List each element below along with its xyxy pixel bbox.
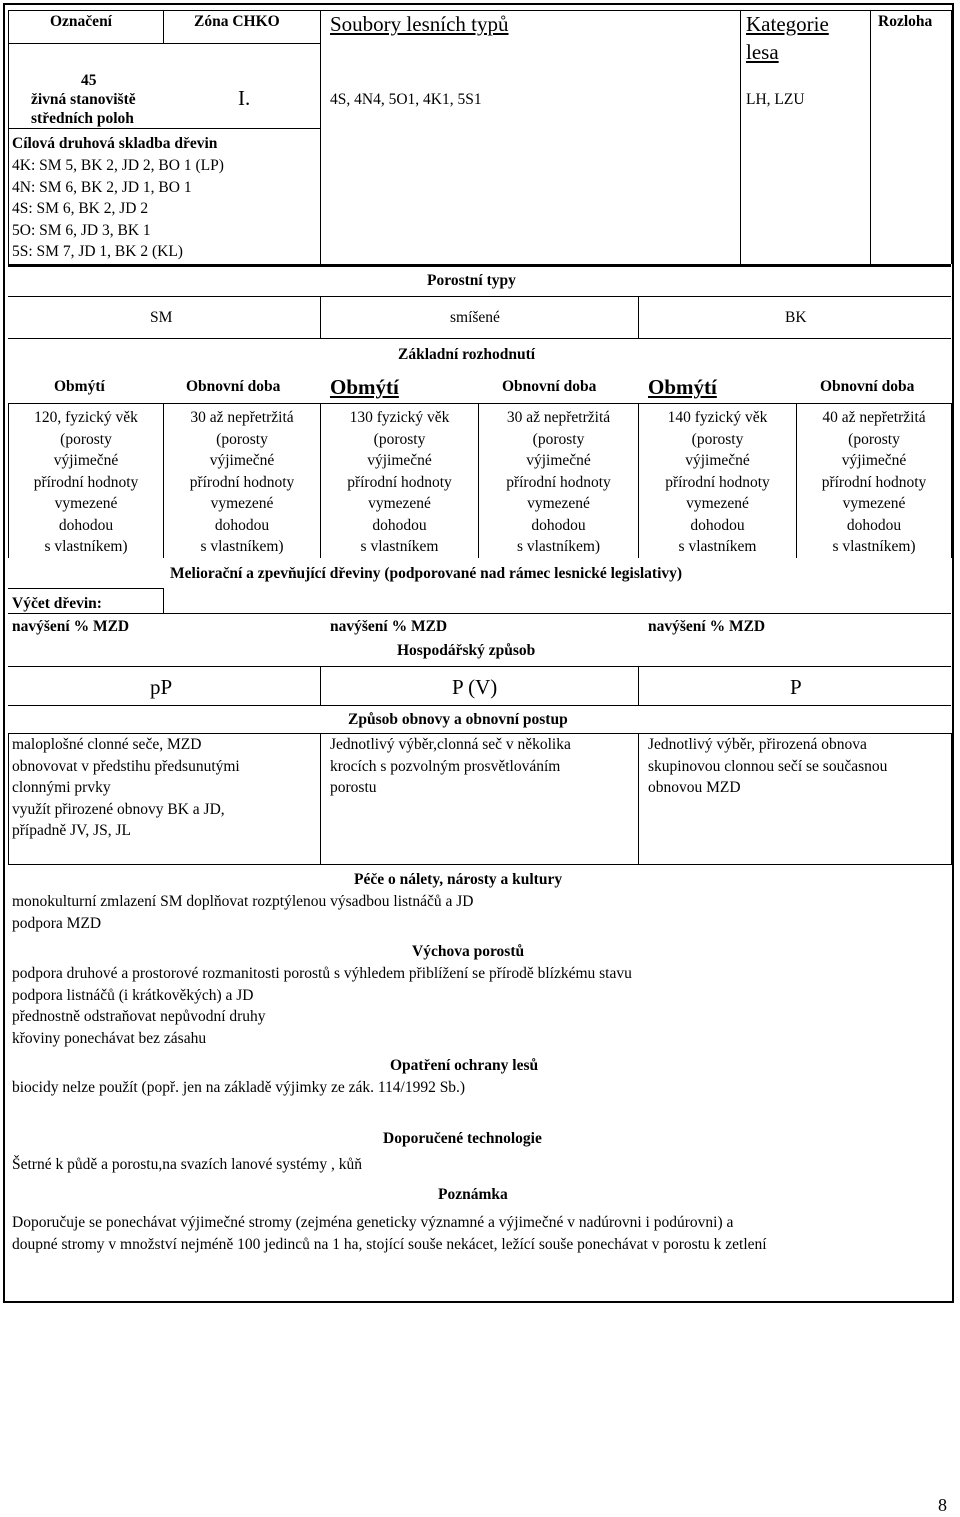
note-line: doupné stromy v množství nejméně 100 jedinců na 1 ha, stojící souše nekácet, ležící souše ponechávat v porostu k zetlení xyxy=(12,1235,767,1253)
technology-line: Šetrné k půdě a porostu,na svazích lanové systémy , kůň xyxy=(12,1156,362,1173)
cell-line: (porosty xyxy=(373,430,426,448)
renewal-line: využít přirozené obnovy BK a JD, xyxy=(12,800,225,818)
col-obnovni-3: Obnovní doba xyxy=(820,378,915,395)
cell-line: výjimečné xyxy=(53,452,119,469)
tending-title: Výchova porostů xyxy=(412,943,525,960)
species-title: Cílová druhová skladba dřevin xyxy=(12,135,218,152)
rule xyxy=(8,264,951,267)
rule xyxy=(951,733,952,865)
mzd-increase-3: navýšení % MZD xyxy=(648,618,766,635)
species-list xyxy=(12,155,224,263)
renewal-line: případně JV, JS, JL xyxy=(12,822,131,839)
renewal-title: Způsob obnovy a obnovní postup xyxy=(348,711,568,728)
decision-cell xyxy=(9,407,163,558)
rule xyxy=(8,666,951,667)
cell-line: dohodou xyxy=(372,516,427,534)
cell-line: (porosty xyxy=(848,430,900,448)
rule xyxy=(8,864,951,865)
species-row: 5O: SM 6, JD 3, BK 1 xyxy=(12,221,151,239)
cell-line: s vlastníkem) xyxy=(832,538,916,555)
page-number: 8 xyxy=(938,1495,947,1515)
unit-number: 45 xyxy=(81,72,97,89)
cell-line: (porosty xyxy=(60,430,112,448)
unit-category: LH, LZU xyxy=(746,91,805,108)
cell-line: s vlastníkem) xyxy=(516,538,601,555)
protection-lines xyxy=(12,1077,465,1099)
cell-line: (porosty xyxy=(532,430,585,448)
rule xyxy=(163,588,164,613)
rule xyxy=(870,10,871,264)
note-title: Poznámka xyxy=(438,1186,508,1203)
care-line: monokulturní zmlazení SM doplňovat rozptýlenou výsadbou listnáčů a JD xyxy=(12,893,474,910)
technology-title: Doporučené technologie xyxy=(383,1130,542,1147)
cell-line: přírodní hodnoty xyxy=(821,473,927,491)
unit-zone: I. xyxy=(238,86,251,110)
header-soubory: Soubory lesních typů xyxy=(330,12,509,36)
cell-line: vymezené xyxy=(210,495,274,512)
rule xyxy=(638,733,639,865)
species-list-label: Výčet dřevin: xyxy=(12,595,102,612)
rule xyxy=(320,296,321,339)
renewal-col2 xyxy=(330,734,571,799)
rule xyxy=(638,666,639,706)
renewal-line: Jednotlivý výběr, přirozená obnova xyxy=(648,736,867,753)
renewal-line: skupinovou clonnou sečí se současnou xyxy=(648,757,888,775)
cell-line: 30 až nepřetržitá xyxy=(190,409,294,426)
cell-line: (porosty xyxy=(216,430,268,448)
cell-line: přírodní hodnoty xyxy=(33,473,139,491)
basic-decision-title: Základní rozhodnutí xyxy=(398,346,536,363)
decision-cell xyxy=(639,407,796,558)
protection-line: biocidy nelze použít (popř. jen na základě výjimky ze zák. 114/1992 Sb.) xyxy=(12,1079,466,1096)
rule xyxy=(320,10,321,264)
renewal-line: obnovovat v předstihu předsunutými xyxy=(12,757,240,775)
cell-line: přírodní hodnoty xyxy=(506,473,611,491)
unit-name-2: středních poloh xyxy=(31,110,134,127)
rule xyxy=(951,403,952,558)
header-oznaceni: Označení xyxy=(50,13,112,30)
cell-line: přírodní hodnoty xyxy=(189,473,295,491)
stand-types-title: Porostní typy xyxy=(427,272,516,289)
rule xyxy=(8,403,951,404)
cell-line: 30 až nepřetržitá xyxy=(506,409,611,426)
cell-line: vymezené xyxy=(686,495,749,512)
rule xyxy=(320,733,321,865)
renewal-line: Jednotlivý výběr,clonná seč v několika xyxy=(330,736,571,753)
cell-line: s vlastníkem xyxy=(360,538,439,555)
renewal-line: maloplošné clonné seče, MZD xyxy=(12,736,202,753)
cell-line: vymezené xyxy=(54,495,118,512)
cell-line: (porosty xyxy=(691,430,744,448)
rule xyxy=(8,705,951,706)
decision-cell xyxy=(797,407,951,558)
protection-title: Opatření ochrany lesů xyxy=(390,1057,539,1074)
renewal-line: obnovou MZD xyxy=(648,779,741,796)
renewal-line: krocích s pozvolným prosvětlováním xyxy=(330,757,561,775)
tending-line: podpora listnáčů (i krátkověkých) a JD xyxy=(12,986,254,1004)
decision-cell xyxy=(164,407,320,558)
species-row: 4S: SM 6, BK 2, JD 2 xyxy=(12,200,149,217)
col-obnovni-2: Obnovní doba xyxy=(502,378,597,395)
tending-line: podpora druhové a prostorové rozmanitosti porostů s výhledem přiblížení se přírodě blízkému stavu xyxy=(12,965,632,982)
management-pp: pP xyxy=(150,675,173,699)
rule xyxy=(8,613,951,614)
cell-line: dohodou xyxy=(214,516,270,534)
melioration-title: Meliorační a zpevňující dřeviny (podporované nad rámec lesnické legislativy) xyxy=(170,565,683,582)
renewal-col1 xyxy=(12,734,240,842)
cell-line: 40 až nepřetržitá xyxy=(822,409,926,426)
species-row: 4N: SM 6, BK 2, JD 1, BO 1 xyxy=(12,178,192,196)
cell-line: 130 fyzický věk xyxy=(349,409,450,426)
col-obmyti-3: Obmýtí xyxy=(648,375,717,399)
rule xyxy=(951,10,952,264)
cell-line: přírodní hodnoty xyxy=(665,473,770,491)
rule xyxy=(8,338,951,339)
unit-name-1: živná stanoviště xyxy=(31,91,136,108)
unit-types: 4S, 4N4, 5O1, 4K1, 5S1 xyxy=(330,91,482,108)
care-title: Péče o nálety, nárosty a kultury xyxy=(354,871,563,888)
technology-lines xyxy=(12,1154,362,1176)
management-title: Hospodářský způsob xyxy=(397,642,536,659)
species-row: 5S: SM 7, JD 1, BK 2 (KL) xyxy=(12,243,183,260)
rule xyxy=(8,10,9,264)
cell-line: přírodní hodnoty xyxy=(347,473,452,491)
rule xyxy=(8,296,951,297)
rule xyxy=(8,43,320,44)
cell-line: 120, fyzický věk xyxy=(34,409,138,426)
header-rozloha: Rozloha xyxy=(878,13,933,30)
decision-cell xyxy=(479,407,638,558)
rule xyxy=(740,10,741,264)
management-pv: P (V) xyxy=(452,675,498,699)
renewal-line: porostu xyxy=(330,779,377,796)
cell-line: s vlastníkem) xyxy=(44,538,128,555)
renewal-col3 xyxy=(648,734,887,799)
rule xyxy=(320,666,321,706)
renewal-line: clonnými prvky xyxy=(12,779,111,796)
note-line: Doporučuje se ponechávat výjimečné stromy (zejména geneticky významné a výjimečné v nadúrovni i podúrovni) a xyxy=(12,1214,734,1231)
mzd-increase-1: navýšení % MZD xyxy=(12,618,130,635)
cell-line: dohodou xyxy=(531,516,586,534)
stand-type-sm: SM xyxy=(150,309,173,326)
tending-line: přednostně odstraňovat nepůvodní druhy xyxy=(12,1008,266,1025)
tending-line: křoviny ponechávat bez zásahu xyxy=(12,1029,207,1047)
cell-line: 140 fyzický věk xyxy=(667,409,768,426)
cell-line: výjimečné xyxy=(685,452,750,469)
decision-cell xyxy=(321,407,478,558)
stand-type-mixed: smíšené xyxy=(450,309,500,326)
cell-line: vymezené xyxy=(368,495,431,512)
tending-lines xyxy=(12,963,632,1049)
rule xyxy=(8,10,951,11)
rule xyxy=(638,296,639,339)
cell-line: vymezené xyxy=(842,495,906,512)
cell-line: výjimečné xyxy=(841,452,907,469)
cell-line: dohodou xyxy=(690,516,745,534)
rule xyxy=(8,128,320,129)
management-p: P xyxy=(790,675,802,699)
col-obmyti-2: Obmýtí xyxy=(330,375,399,399)
cell-line: výjimečné xyxy=(526,452,591,469)
cell-line: s vlastníkem) xyxy=(200,538,284,555)
species-row: 4K: SM 5, BK 2, JD 2, BO 1 (LP) xyxy=(12,157,224,174)
rule xyxy=(163,10,164,43)
cell-line: s vlastníkem xyxy=(678,538,757,555)
note-lines xyxy=(12,1212,767,1255)
rule xyxy=(8,588,163,589)
mzd-increase-2: navýšení % MZD xyxy=(330,618,448,635)
care-line: podpora MZD xyxy=(12,914,102,932)
cell-line: výjimečné xyxy=(367,452,432,469)
cell-line: výjimečné xyxy=(209,452,275,469)
stand-type-bk: BK xyxy=(785,309,807,326)
cell-line: dohodou xyxy=(846,516,902,534)
col-obnovni-1: Obnovní doba xyxy=(186,378,281,395)
header-zona: Zóna CHKO xyxy=(194,13,280,30)
cell-line: vymezené xyxy=(527,495,590,512)
header-kategorie-2: lesa xyxy=(746,40,779,64)
header-kategorie-1: Kategorie xyxy=(746,12,829,36)
col-obmyti-1: Obmýtí xyxy=(54,378,105,395)
cell-line: dohodou xyxy=(58,516,114,534)
rule xyxy=(8,733,9,865)
care-lines xyxy=(12,891,473,934)
